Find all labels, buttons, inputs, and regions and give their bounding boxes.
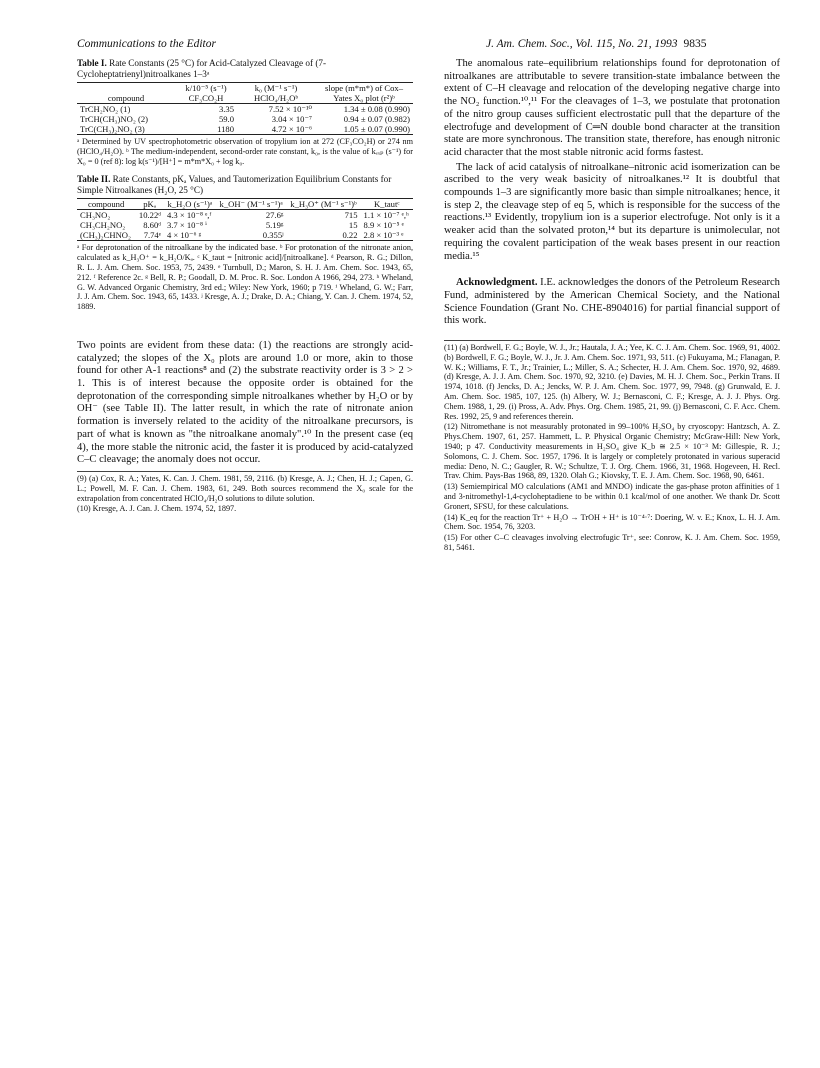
table-cell: 5.19ᵍ	[265, 220, 284, 231]
table-cell: 0.355ʲ	[216, 230, 287, 241]
table2	[77, 198, 413, 241]
table-cell: 7.52 × 10⁻¹⁰	[268, 104, 312, 114]
table-row	[77, 114, 413, 124]
table2-header-compound: compound	[77, 199, 135, 210]
table-cell: 0.22	[286, 230, 360, 241]
left-references	[77, 471, 413, 514]
right-column	[444, 58, 780, 554]
body-paragraph: The lack of acid catalysis of nitroalkane–nitronic acid isomerization can be ascribed to the very weak basicity of nitroalkanes.¹² It is doubtful that compounds 1–3 are significantly more basic than simple nitroalkanes; hence, it is step 2, the cleavage step of eq 5, which is responsible for the success of the reactions.¹³ Evidently, tropylium ion is a superior electrofuge. Not only is it a weaker acid than the solvated proton,¹⁴ but its departure is unimolecular, not requiring the covalent participation of the weak bases present in our reaction media.¹⁵	[444, 161, 780, 262]
table1-header-compound: compound	[77, 83, 175, 104]
table-cell: 3.04 × 10⁻⁷	[271, 114, 312, 124]
table1-header-k0: k₀ (M⁻¹ s⁻¹) HClO₄/H₂Oᵇ	[237, 83, 315, 104]
table-cell: 27.6ᵍ	[265, 210, 284, 221]
table-cell: 1180	[175, 124, 237, 135]
table-cell: 4 × 10⁻⁶ ᵍ	[164, 230, 216, 241]
table-cell: 1.1 × 10⁻⁷ ᵉ,ʰ	[363, 210, 409, 221]
table-cell: 59.0	[218, 114, 234, 124]
table-row	[77, 104, 413, 115]
acknowledgment-label: Acknowledgment.	[456, 277, 538, 289]
table-cell: 4.3 × 10⁻⁸ ᵉ,ᶠ	[166, 210, 212, 221]
table-cell: 3.35	[218, 104, 234, 114]
table1-caption-text: Rate Constants (25 °C) for Acid-Catalyzed Cleavage of (7-Cycloheptatrienyl)nitroalkanes 1–3ᵃ	[77, 58, 327, 79]
table-cell: TrCH₂NO₂ (1)	[80, 104, 131, 114]
page-number: 9835	[683, 38, 707, 50]
body-paragraph: Two points are evident from these data: (1) the reactions are strongly acid-catalyzed; the slopes of the X₀ plots are around 1.0 or more, akin to those found for other A-1 reactions⁸ and (2) the substrate reactivity order is 3 > 2 > 1. This is of interest because the opposite order is obtained for the deprotonation of the corresponding simple nitroalkanes whether by H₂O or by OH⁻ (see Table II). The latter result, in which the rate of nitronate anion formation is inversely related to the acidity of the nitroalkane precursors, is part of what is known as "the nitroalkane anomaly".¹⁰ In the present case (eq 4), the more stable the nitronic acid, the faster it is produced by acid-catalyzed C–C cleavage; the anomaly does not occur.	[77, 339, 413, 466]
table1-label: Table I.	[77, 58, 107, 68]
reference-item: (14) K_eq for the reaction Tr⁺ + H₂O → TrOH + H⁺ is 10⁻⁴·⁷: Doering, W. v. E.; Knox, L. H. J. Am. Chem. Soc. 1954, 76, 3203.	[444, 512, 780, 532]
table-cell: 8.60ᵈ	[143, 220, 161, 231]
table2-caption	[77, 174, 413, 196]
table-cell: TrC(CH₃)₂NO₂ (3)	[77, 124, 175, 135]
table-cell: 0.94 ± 0.07 (0.982)	[343, 114, 410, 124]
table-cell: 715	[344, 210, 358, 221]
reference-item: (13) Semiempirical MO calculations (AM1 and MNDO) indicate the gas-phase proton affinities of 1 and 3-nitromethyl-1,4-cycloheptadiene to be within 0.1 kcal/mol of one another. We thank Dr. Scott Gronert, SFSU, for these calculations.	[444, 482, 780, 511]
running-header-section: Communications to the Editor	[77, 38, 216, 50]
table2-header-ktaut: K_tautᶜ	[361, 199, 413, 210]
running-header-journal	[486, 38, 707, 50]
table-cell: 8.9 × 10⁻⁵ ᵉ	[363, 220, 404, 231]
table-row	[77, 230, 413, 241]
table-cell: CH₃CH₂NO₂	[80, 220, 126, 231]
table1-footnote: ᵃ Determined by UV spectrophotometric observation of tropylium ion at 272 (CF₃CO₂H) or 274 nm (HClO₄/H₂O). ᵇ The medium-independent, second-order rate constant, k₀, is the value of kₑₓₚ (s⁻¹) for X₀ = 0 (ref 8): log k(s⁻¹)/[H⁺] = m*m*X₀ + log k₀.	[77, 137, 413, 166]
table-cell: 2.8 × 10⁻³ ᵉ	[361, 230, 413, 241]
reference-item: (12) Nitromethane is not measurably protonated in 99–100% H₂SO₄ by cryoscopy: Hantzsch, A. Z. Phys.Chem. 1907, 61, 257. Hammett, L. P. Physical Organic Chemistry; McGraw-Hill: New York, 1940; p 47. Conductivity measurements in H₂SO₄ give K_b ≅ 2.5 × 10⁻³ M: Gillespie, R. J.; Solomons, C. J. Chem. Soc. 1957, 1796. It is largely or completely protonated in various superacid media: Deno, N. C.; Gaugler, R. W.; Schultze, T. J. Org. Chem. 1966, 31, 1968. Hogeveen, H. Recl. Trav. Chim. Pays-Bas 1968, 89, 1320. Olah G.; Kiovsky, T. E. J. Am. Chem. Soc. 1968, 90, 6461.	[444, 422, 780, 481]
table-cell: 4.72 × 10⁻⁶	[237, 124, 315, 135]
table-row	[77, 220, 413, 230]
table-row	[77, 210, 413, 221]
table2-label: Table II.	[77, 174, 111, 185]
table-cell: TrCH(CH₃)NO₂ (2)	[80, 114, 148, 124]
table-cell: 10.22ᵈ	[138, 210, 161, 221]
table-cell: CH₃NO₂	[80, 210, 111, 221]
acknowledgment-text: I.E. acknowledges the donors of the Petroleum Research Fund, administered by the American Chemical Society, and the National Science Foundation (Grant No. CHE-8904016) for partial financial support of this work.	[444, 277, 780, 327]
right-references	[444, 340, 780, 553]
table1-header-slope: slope (m*m*) of Cox–Yates X₀ plot (r²)ᵇ	[315, 83, 413, 104]
table-cell: 1.05 ± 0.07 (0.990)	[315, 124, 413, 135]
table1-caption	[77, 58, 413, 80]
table1-header-k: k/10⁻⁵ (s⁻¹) CF₃CO₂H	[175, 83, 237, 104]
table2-header-kh3o: k_H₃O⁺ (M⁻¹ s⁻¹)ᵇ	[286, 199, 360, 210]
table-cell: (CH₃)₂CHNO₂	[77, 230, 135, 241]
reference-item: (11) (a) Bordwell, F. G.; Boyle, W. J., Jr.; Hautala, J. A.; Yee, K. C. J. Am. Chem. Soc. 1969, 91, 4002. (b) Bordwell, F. G.; Boyle, W. J., Jr. J. Am. Chem. Soc. 1971, 93, 511. (c) Fukuyama, M.; Flanagan, P. W. K.; Williams, F. T., Jr.; Trainier, L.; Miller, S. A.; Schecter, H. J. Am. Chem. Soc. 1970, 92, 4689. (d) Kresge, A. J. J. Am. Chem. Soc. 1970, 92, 3210. (e) Davies, M. H. J. Chem. Soc., Perkin Trans. II 1974, 1018. (f) Jencks, D. A.; Jencks, W. P. J. Am. Chem. Soc. 1977, 99, 7948. (g) Grunwald, E. J. Am. Chem. Soc. 1985, 107, 125. (h) Albery, W. J.; Bernasconi, C. F.; Kresge, A. J. J. Phys. Org. Chem. 1988, 1, 29. (i) Pross, A. Adv. Phys. Org. Chem. 1985, 21, 99. (j) Bernasconi, C. F. Acc. Chem. Res. 1992, 25, 9 and references therein.	[444, 343, 780, 421]
table2-caption-text: Rate Constants, pKₐ Values, and Tautomerization Equilibrium Constants for Simple Nitroalkanes (H₂O, 25 °C)	[77, 174, 392, 196]
acknowledgment	[444, 277, 780, 328]
reference-item: (9) (a) Cox, R. A.; Yates, K. Can. J. Chem. 1981, 59, 2116. (b) Kresge, A. J.; Chen, H. J.; Capen, G. L.; Powell, M. F. Can. J. Chem. 1983, 61, 249. Both sources recommend the X₀ scale for the extrapolation from concentrated HClO₄/H₂O solutions to dilute solution.	[77, 474, 413, 503]
table2-header-koh: k_OH⁻ (M⁻¹ s⁻¹)ᵃ	[216, 199, 287, 210]
table-row	[77, 124, 413, 135]
reference-item: (10) Kresge, A. J. Can. J. Chem. 1974, 52, 1897.	[77, 504, 237, 514]
table2-header-pka: pKₐ	[135, 199, 164, 210]
left-column	[77, 58, 413, 515]
journal-citation: J. Am. Chem. Soc., Vol. 115, No. 21, 1993	[486, 38, 678, 50]
table-cell: 1.34 ± 0.08 (0.990)	[343, 104, 410, 114]
table2-header-kh2o: k_H₂O (s⁻¹)ᵃ	[164, 199, 216, 210]
reference-item: (15) For other C–C cleavages involving electrofugic Tr⁺, see: Conrow, K. J. Am. Chem. Soc. 1959, 81, 5461.	[444, 533, 780, 552]
body-paragraph: The anomalous rate–equilibrium relationships found for deprotonation of nitroalkanes are attributable to severe transition-state imbalance between the extent of C–H cleavage and relocation of the developing negative charge into the NO₂ function.¹⁰,¹¹ For the cleavages of 1–3, we postulate that protonation of the nitro group causes sufficient electrostatic pull that the departure of the electrofuge and development of C═N double bond character at the transition state are more synchronous. The transition state, therefore, has enough nitronic acid character that the most stable nitronic acid forms fastest.	[444, 58, 780, 158]
table2-footnote: ᵃ For deprotonation of the nitroalkane by the indicated base. ᵇ For protonation of the nitronate anion, calculated as k_H₃O⁺ = k_H₂O/Kₐ. ᶜ K_taut = [nitronic acid]/[nitroalkane]. ᵈ Pearson, R. G.; Dillon, R. L. J. Am. Chem. Soc. 1953, 75, 2439. ᵉ Turnbull, D.; Maron, S. H. J. Am. Chem. Soc. 1943, 65, 212. ᶠ Reference 2c. ᵍ Bell, R. P.; Goodall, D. M. Proc. R. Soc. London A 1966, 294, 273. ʰ Wheland, G. W. Advanced Organic Chemistry, 3rd ed.; Wiley: New York, 1960; p 719. ⁱ Wheland, G. W.; Farr, J. J. Am. Chem. Soc. 1943, 65, 1433. ʲ Kresge, A. J.; Drake, D. A.; Chiang, Y. Can. J. Chem. 1974, 52, 1889.	[77, 243, 413, 312]
table1	[77, 82, 413, 135]
table-cell: 3.7 × 10⁻⁸ ⁱ	[166, 220, 207, 231]
table-cell: 15	[348, 220, 358, 231]
table-cell: 7.74ᵉ	[135, 230, 164, 241]
